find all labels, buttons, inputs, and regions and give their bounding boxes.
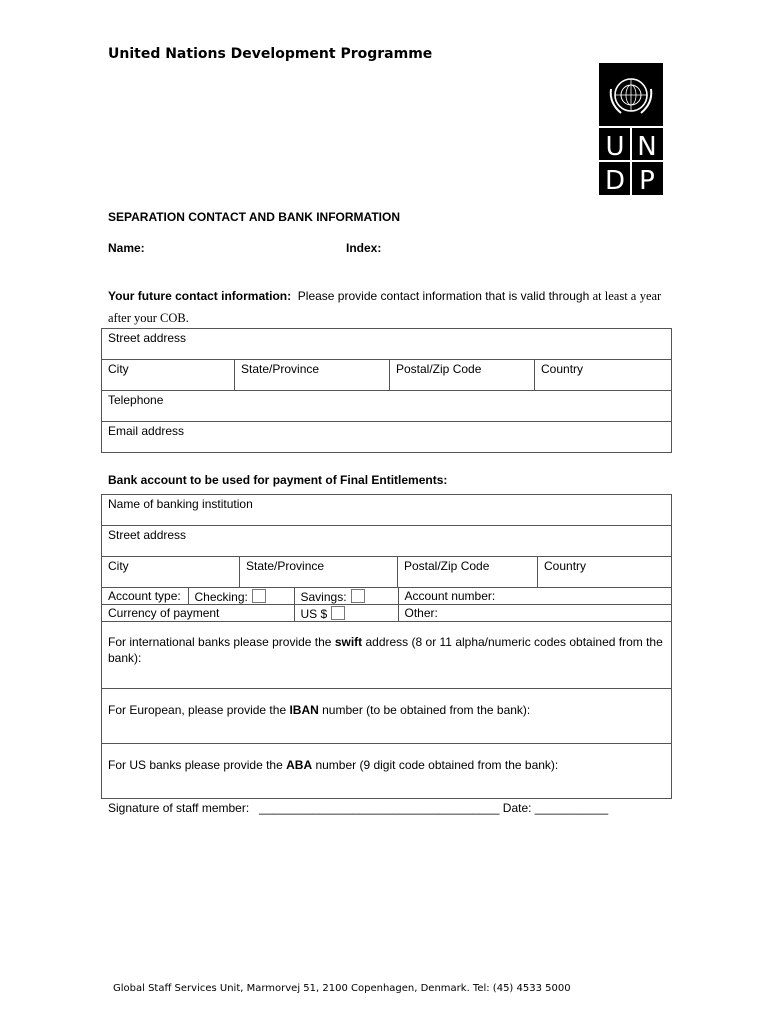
swift-text-pre: For international banks please provide the	[108, 635, 335, 649]
name-label: Name:	[108, 241, 145, 255]
signature-line[interactable]: Signature of staff member: ____________________________________ Date: ___________	[108, 801, 609, 815]
contact-city-field[interactable]: City	[102, 360, 235, 391]
checking-checkbox[interactable]	[252, 589, 266, 603]
iban-field[interactable]	[102, 689, 672, 744]
bank-city-field[interactable]: City	[102, 557, 240, 588]
checking-option	[188, 588, 294, 605]
bank-info-table	[101, 494, 672, 799]
iban-text-post: number (to be obtained from the bank):	[318, 703, 531, 717]
un-emblem-icon	[599, 63, 663, 195]
bank-state-field[interactable]: State/Province	[240, 557, 398, 588]
contact-intro-serif-2: year after your COB.	[108, 289, 662, 325]
contact-street-field[interactable]: Street address	[102, 329, 672, 360]
contact-telephone-field[interactable]: Telephone	[102, 391, 672, 422]
aba-field[interactable]	[102, 744, 672, 799]
account-details-table	[102, 588, 671, 621]
contact-email-field[interactable]: Email address	[102, 422, 672, 453]
usd-checkbox[interactable]	[331, 606, 345, 620]
contact-country-field[interactable]: Country	[535, 360, 672, 391]
form-title: SEPARATION CONTACT AND BANK INFORMATION	[108, 210, 400, 224]
other-currency-field[interactable]: Other:	[398, 605, 671, 622]
usd-option	[294, 605, 398, 622]
index-label: Index:	[346, 241, 382, 255]
swift-text-bold: swift	[334, 635, 363, 649]
contact-intro-text: Please provide contact information that is valid through	[297, 289, 590, 303]
contact-intro	[108, 285, 673, 329]
savings-label: Savings:	[300, 590, 347, 604]
aba-text-pre: For US banks please provide the	[108, 758, 287, 772]
footer-address: Global Staff Services Unit, Marmorvej 51, 2100 Copenhagen, Denmark. Tel: (45) 4533 5000	[113, 983, 571, 994]
iban-text-bold: IBAN	[289, 703, 319, 717]
contact-postal-field[interactable]: Postal/Zip Code	[390, 360, 535, 391]
swift-text-post: address (8 or 11 alpha/numeric codes obtained from the bank):	[108, 635, 663, 665]
contact-state-field[interactable]: State/Province	[235, 360, 390, 391]
iban-text-pre: For European, please provide the	[108, 703, 290, 717]
logo-letter-u: U	[605, 132, 625, 162]
bank-street-field[interactable]: Street address	[102, 526, 672, 557]
bank-institution-field[interactable]: Name of banking institution	[102, 495, 672, 526]
checking-label: Checking:	[194, 590, 248, 604]
bank-postal-field[interactable]: Postal/Zip Code	[398, 557, 538, 588]
logo-letter-n: N	[637, 132, 657, 162]
logo-letter-p: P	[639, 166, 655, 195]
currency-label: Currency of payment	[102, 605, 294, 622]
aba-text-bold: ABA	[286, 758, 313, 772]
contact-intro-serif-1: at least a	[592, 289, 637, 303]
organization-title: United Nations Development Programme	[108, 46, 433, 62]
bank-section-title: Bank account to be used for payment of Final Entitlements:	[108, 473, 448, 487]
bank-country-field[interactable]: Country	[538, 557, 672, 588]
savings-option	[294, 588, 398, 605]
contact-intro-heading: Your future contact information:	[108, 289, 292, 303]
account-type-label: Account type:	[102, 588, 188, 605]
account-details	[102, 588, 672, 622]
account-number-field[interactable]: Account number:	[398, 588, 671, 605]
swift-field[interactable]	[102, 622, 672, 689]
savings-checkbox[interactable]	[351, 589, 365, 603]
logo-letter-d: D	[604, 166, 626, 195]
usd-label: US $	[300, 607, 328, 621]
aba-text-post: number (9 digit code obtained from the bank):	[312, 758, 559, 772]
contact-info-table	[101, 328, 672, 453]
undp-logo	[599, 63, 663, 195]
